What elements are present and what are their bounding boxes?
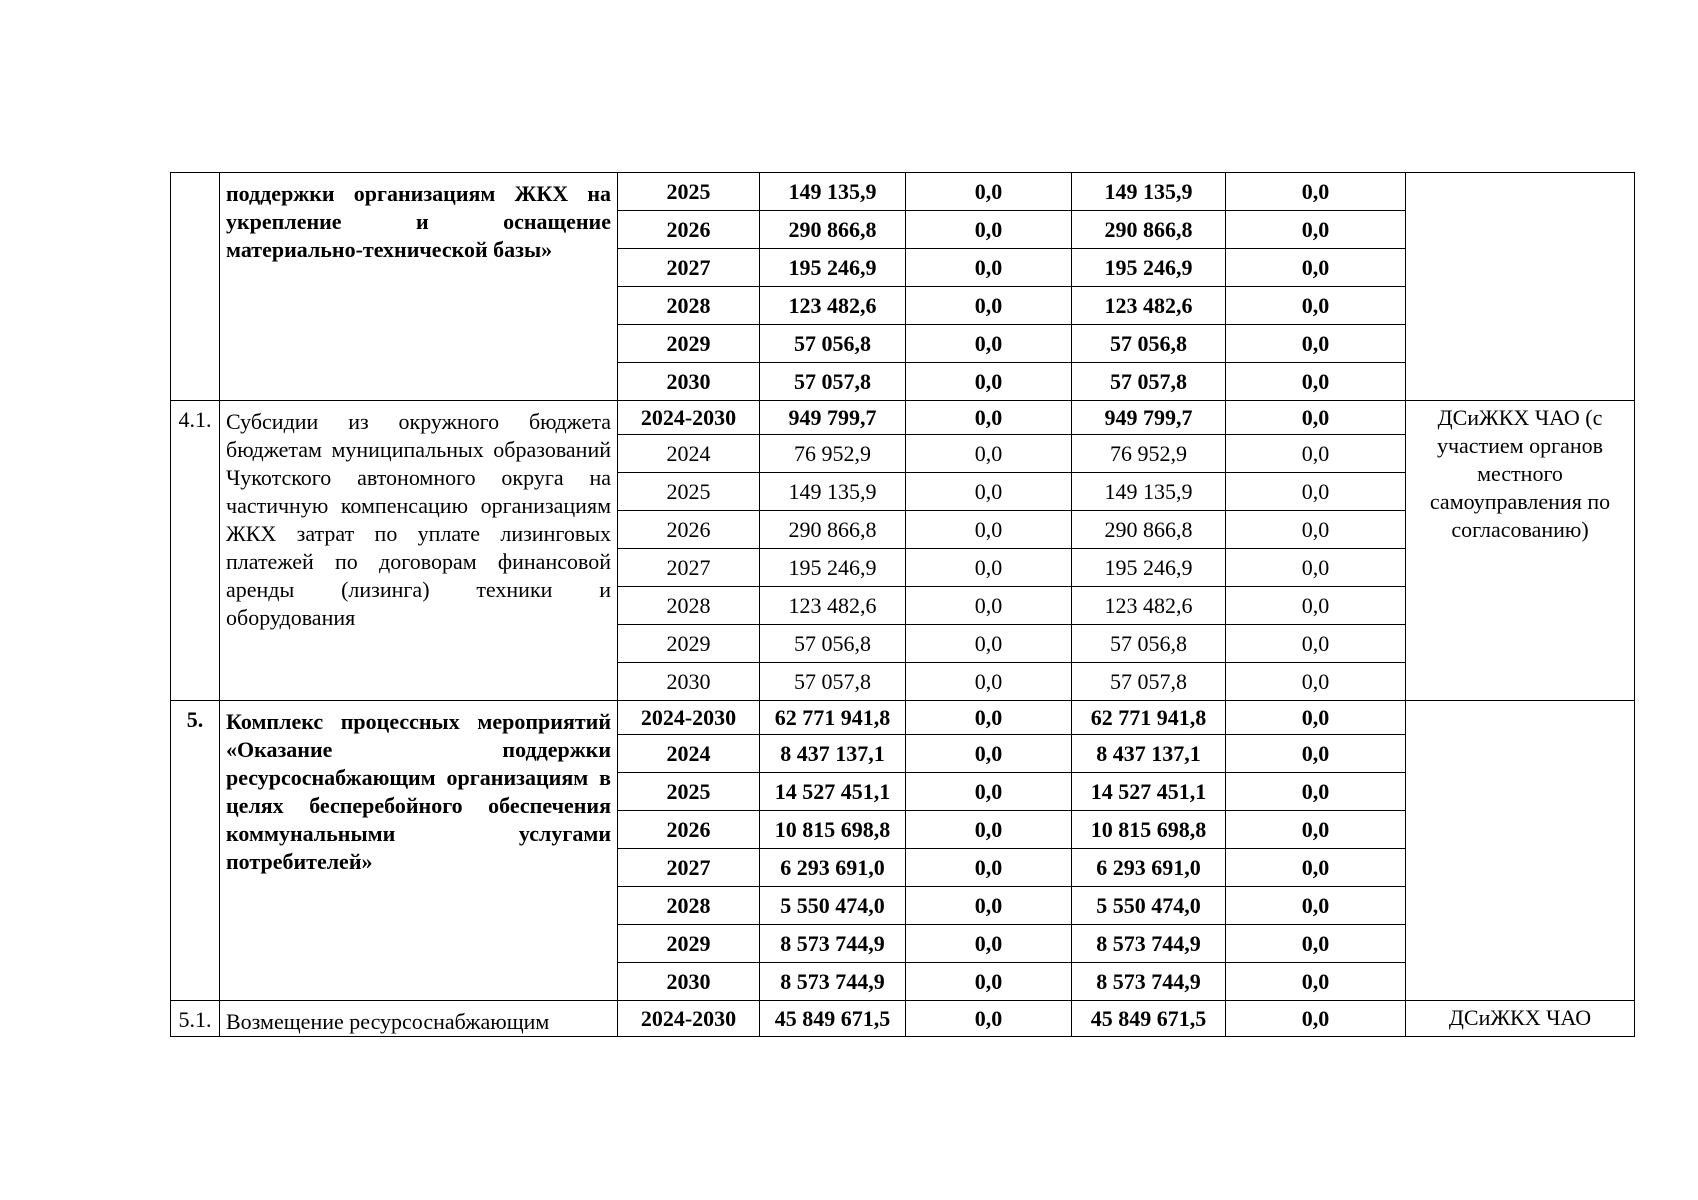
total-cell: 57 056,8 xyxy=(760,625,906,663)
regional-budget-cell: 8 573 744,9 xyxy=(1072,963,1226,1001)
federal-budget-cell: 0,0 xyxy=(906,587,1072,625)
total-cell: 45 849 671,5 xyxy=(760,1001,906,1037)
federal-budget-cell: 0,0 xyxy=(906,211,1072,249)
federal-budget-cell: 0,0 xyxy=(906,701,1072,735)
regional-budget-cell: 290 866,8 xyxy=(1072,211,1226,249)
executor-cell xyxy=(1406,173,1635,401)
other-sources-cell: 0,0 xyxy=(1226,325,1406,363)
regional-budget-cell: 123 482,6 xyxy=(1072,587,1226,625)
regional-budget-cell: 45 849 671,5 xyxy=(1072,1001,1226,1037)
other-sources-cell: 0,0 xyxy=(1226,401,1406,435)
regional-budget-cell: 5 550 474,0 xyxy=(1072,887,1226,925)
year-cell: 2030 xyxy=(618,663,760,701)
year-cell: 2026 xyxy=(618,211,760,249)
year-cell: 2028 xyxy=(618,587,760,625)
year-cell: 2029 xyxy=(618,625,760,663)
year-cell: 2027 xyxy=(618,549,760,587)
executor-cell: ДСиЖКХ ЧАО xyxy=(1406,1001,1635,1037)
other-sources-cell: 0,0 xyxy=(1226,287,1406,325)
total-cell: 14 527 451,1 xyxy=(760,773,906,811)
regional-budget-cell: 195 246,9 xyxy=(1072,549,1226,587)
total-cell: 76 952,9 xyxy=(760,435,906,473)
total-cell: 10 815 698,8 xyxy=(760,811,906,849)
total-cell: 8 437 137,1 xyxy=(760,735,906,773)
federal-budget-cell: 0,0 xyxy=(906,849,1072,887)
total-cell: 949 799,7 xyxy=(760,401,906,435)
total-cell: 149 135,9 xyxy=(760,473,906,511)
total-cell: 290 866,8 xyxy=(760,211,906,249)
total-cell: 8 573 744,9 xyxy=(760,963,906,1001)
executor-cell: ДСиЖКХ ЧАО (с участием органов местного самоуправления по согласованию) xyxy=(1406,401,1635,701)
regional-budget-cell: 290 866,8 xyxy=(1072,511,1226,549)
regional-budget-cell: 149 135,9 xyxy=(1072,473,1226,511)
regional-budget-cell: 14 527 451,1 xyxy=(1072,773,1226,811)
total-cell: 57 056,8 xyxy=(760,325,906,363)
year-cell: 2025 xyxy=(618,473,760,511)
other-sources-cell: 0,0 xyxy=(1226,173,1406,211)
year-cell: 2028 xyxy=(618,887,760,925)
other-sources-cell: 0,0 xyxy=(1226,963,1406,1001)
row-description: Субсидии из окружного бюджета бюджетам муниципальных образований Чукотского автономного округа на частичную компенсацию организациям ЖКХ затрат по уплате лизинговых платежей по договорам финансовой аренды (лизинга) техники и оборудования xyxy=(220,401,618,701)
federal-budget-cell: 0,0 xyxy=(906,773,1072,811)
other-sources-cell: 0,0 xyxy=(1226,663,1406,701)
federal-budget-cell: 0,0 xyxy=(906,401,1072,435)
federal-budget-cell: 0,0 xyxy=(906,473,1072,511)
year-cell: 2029 xyxy=(618,325,760,363)
total-cell: 57 057,8 xyxy=(760,663,906,701)
year-cell: 2024 xyxy=(618,735,760,773)
total-cell: 195 246,9 xyxy=(760,249,906,287)
year-cell: 2030 xyxy=(618,963,760,1001)
federal-budget-cell: 0,0 xyxy=(906,249,1072,287)
federal-budget-cell: 0,0 xyxy=(906,963,1072,1001)
regional-budget-cell: 57 057,8 xyxy=(1072,663,1226,701)
year-cell: 2026 xyxy=(618,811,760,849)
regional-budget-cell: 8 437 137,1 xyxy=(1072,735,1226,773)
total-cell: 5 550 474,0 xyxy=(760,887,906,925)
total-cell: 149 135,9 xyxy=(760,173,906,211)
other-sources-cell: 0,0 xyxy=(1226,511,1406,549)
total-cell: 123 482,6 xyxy=(760,287,906,325)
regional-budget-cell: 62 771 941,8 xyxy=(1072,701,1226,735)
federal-budget-cell: 0,0 xyxy=(906,625,1072,663)
total-cell: 123 482,6 xyxy=(760,587,906,625)
regional-budget-cell: 6 293 691,0 xyxy=(1072,849,1226,887)
other-sources-cell: 0,0 xyxy=(1226,587,1406,625)
other-sources-cell: 0,0 xyxy=(1226,249,1406,287)
federal-budget-cell: 0,0 xyxy=(906,435,1072,473)
other-sources-cell: 0,0 xyxy=(1226,925,1406,963)
other-sources-cell: 0,0 xyxy=(1226,363,1406,401)
other-sources-cell: 0,0 xyxy=(1226,1001,1406,1037)
year-cell: 2024 xyxy=(618,435,760,473)
federal-budget-cell: 0,0 xyxy=(906,549,1072,587)
regional-budget-cell: 10 815 698,8 xyxy=(1072,811,1226,849)
regional-budget-cell: 76 952,9 xyxy=(1072,435,1226,473)
year-cell: 2029 xyxy=(618,925,760,963)
row-description: Возмещение ресурсоснабжающим xyxy=(220,1001,618,1037)
row-number xyxy=(171,173,220,401)
total-cell: 62 771 941,8 xyxy=(760,701,906,735)
federal-budget-cell: 0,0 xyxy=(906,363,1072,401)
regional-budget-cell: 57 056,8 xyxy=(1072,625,1226,663)
total-cell: 57 057,8 xyxy=(760,363,906,401)
year-cell: 2025 xyxy=(618,773,760,811)
regional-budget-cell: 949 799,7 xyxy=(1072,401,1226,435)
federal-budget-cell: 0,0 xyxy=(906,663,1072,701)
year-cell: 2025 xyxy=(618,173,760,211)
row-description: поддержки организациям ЖКХ на укрепление и оснащение материально-технической базы» xyxy=(220,173,618,401)
regional-budget-cell: 8 573 744,9 xyxy=(1072,925,1226,963)
year-cell: 2027 xyxy=(618,249,760,287)
year-cell: 2030 xyxy=(618,363,760,401)
year-cell: 2027 xyxy=(618,849,760,887)
regional-budget-cell: 57 057,8 xyxy=(1072,363,1226,401)
budget-table xyxy=(170,172,1635,1037)
row-number: 4.1. xyxy=(171,401,220,701)
other-sources-cell: 0,0 xyxy=(1226,811,1406,849)
federal-budget-cell: 0,0 xyxy=(906,887,1072,925)
other-sources-cell: 0,0 xyxy=(1226,435,1406,473)
other-sources-cell: 0,0 xyxy=(1226,625,1406,663)
total-cell: 195 246,9 xyxy=(760,549,906,587)
row-description: Комплекс процессных мероприятий «Оказание поддержки ресурсоснабжающим организациям в целях бесперебойного обеспечения коммунальными услугами потребителей» xyxy=(220,701,618,1001)
year-cell: 2024-2030 xyxy=(618,701,760,735)
total-cell: 290 866,8 xyxy=(760,511,906,549)
other-sources-cell: 0,0 xyxy=(1226,773,1406,811)
table-row xyxy=(171,173,1635,211)
executor-cell xyxy=(1406,701,1635,1001)
regional-budget-cell: 195 246,9 xyxy=(1072,249,1226,287)
row-number: 5. xyxy=(171,701,220,1001)
row-number: 5.1. xyxy=(171,1001,220,1037)
table-row xyxy=(171,701,1635,735)
regional-budget-cell: 57 056,8 xyxy=(1072,325,1226,363)
federal-budget-cell: 0,0 xyxy=(906,173,1072,211)
federal-budget-cell: 0,0 xyxy=(906,735,1072,773)
federal-budget-cell: 0,0 xyxy=(906,325,1072,363)
other-sources-cell: 0,0 xyxy=(1226,549,1406,587)
other-sources-cell: 0,0 xyxy=(1226,887,1406,925)
year-cell: 2024-2030 xyxy=(618,1001,760,1037)
other-sources-cell: 0,0 xyxy=(1226,735,1406,773)
table-row xyxy=(171,1001,1635,1037)
year-cell: 2026 xyxy=(618,511,760,549)
year-cell: 2028 xyxy=(618,287,760,325)
federal-budget-cell: 0,0 xyxy=(906,925,1072,963)
other-sources-cell: 0,0 xyxy=(1226,849,1406,887)
regional-budget-cell: 123 482,6 xyxy=(1072,287,1226,325)
total-cell: 6 293 691,0 xyxy=(760,849,906,887)
other-sources-cell: 0,0 xyxy=(1226,473,1406,511)
year-cell: 2024-2030 xyxy=(618,401,760,435)
federal-budget-cell: 0,0 xyxy=(906,811,1072,849)
federal-budget-cell: 0,0 xyxy=(906,287,1072,325)
other-sources-cell: 0,0 xyxy=(1226,211,1406,249)
federal-budget-cell: 0,0 xyxy=(906,1001,1072,1037)
table-row xyxy=(171,401,1635,435)
federal-budget-cell: 0,0 xyxy=(906,511,1072,549)
other-sources-cell: 0,0 xyxy=(1226,701,1406,735)
total-cell: 8 573 744,9 xyxy=(760,925,906,963)
regional-budget-cell: 149 135,9 xyxy=(1072,173,1226,211)
